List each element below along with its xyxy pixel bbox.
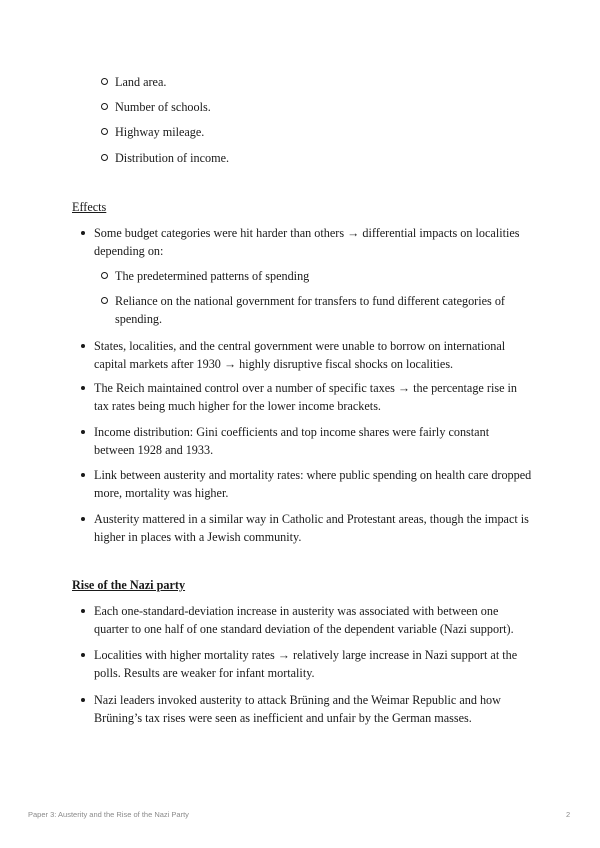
section-heading-effects: Effects [72, 200, 107, 214]
list-item-line: between 1928 and 1933. [94, 443, 214, 457]
bullet-icon [81, 473, 85, 477]
hollow-bullet-icon [101, 297, 108, 304]
list-item-line: polls. Results are weaker for infant mortality. [94, 666, 315, 680]
list-item-line: more, mortality was higher. [94, 486, 229, 500]
list-item [94, 466, 534, 502]
list-item-line: Localities with higher mortality rates → relatively large increase in Nazi support at the [94, 648, 518, 662]
bullet-icon [81, 698, 85, 702]
bullet-icon [81, 231, 85, 235]
list-item [115, 292, 505, 328]
hollow-bullet-icon [101, 272, 108, 279]
list-item-line: Nazi leaders invoked austerity to attack Brüning and the Weimar Republic and how [94, 693, 501, 707]
footer-title: Paper 3: Austerity and the Rise of the Nazi Party [28, 810, 189, 819]
list-item [115, 73, 166, 91]
list-item-line: Link between austerity and mortality rates: where public spending on health care dropped [94, 468, 532, 482]
bullet-icon [81, 517, 85, 521]
list-item [115, 123, 204, 141]
list-item-text: Number of schools. [115, 100, 211, 114]
list-item [94, 691, 534, 727]
list-item-line: quarter to one half of one standard deviation of the dependent variable (Nazi support). [94, 622, 514, 636]
list-item-line: Reliance on the national government for transfers to fund different categories of [115, 294, 505, 308]
hollow-bullet-icon [101, 154, 108, 161]
bullet-icon [81, 653, 85, 657]
list-item-line: Income distribution: Gini coefficients and top income shares were fairly constant [94, 425, 490, 439]
bullet-icon [81, 609, 85, 613]
bullet-icon [81, 430, 85, 434]
bullet-icon [81, 386, 85, 390]
list-item-line: capital markets after 1930 → highly disruptive fiscal shocks on localities. [94, 357, 454, 371]
list-item-line: Brüning’s tax rises were seen as inefficient and unfair by the German masses. [94, 711, 472, 725]
list-item [94, 510, 534, 546]
list-item-line: The predetermined patterns of spending [115, 269, 310, 283]
list-item-text: Distribution of income. [115, 151, 230, 165]
hollow-bullet-icon [101, 128, 108, 135]
list-item [94, 337, 534, 373]
list-item [94, 379, 534, 415]
list-item-line: tax rates being much higher for the lower income brackets. [94, 399, 381, 413]
list-item-line: Each one-standard-deviation increase in austerity was associated with between one [94, 604, 499, 618]
list-item-line: Some budget categories were hit harder than others → differential impacts on localities [94, 226, 520, 240]
list-item-line: The Reich maintained control over a number of specific taxes → the percentage rise in [94, 381, 518, 395]
list-item [94, 602, 534, 638]
list-item [115, 98, 211, 116]
list-item-line: depending on: [94, 244, 164, 258]
section-heading-rise: Rise of the Nazi party [72, 578, 186, 592]
hollow-bullet-icon [101, 78, 108, 85]
list-item [94, 646, 534, 682]
list-item [115, 267, 309, 285]
list-item-line: spending. [115, 312, 163, 326]
page-number: 2 [566, 810, 571, 819]
list-item-text: Highway mileage. [115, 125, 205, 139]
list-item-line: States, localities, and the central government were unable to borrow on international [94, 339, 506, 353]
list-item [94, 423, 534, 459]
list-item-line: Austerity mattered in a similar way in Catholic and Protestant areas, though the impact is [94, 512, 529, 526]
list-item-text: Land area. [115, 75, 167, 89]
list-item [115, 149, 229, 167]
bullet-icon [81, 344, 85, 348]
hollow-bullet-icon [101, 103, 108, 110]
list-item [94, 224, 534, 260]
list-item-line: higher in places with a Jewish community. [94, 530, 302, 544]
